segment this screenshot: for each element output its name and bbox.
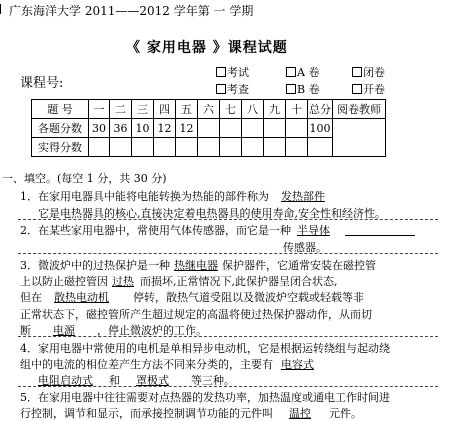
answer-text: 热继电器 bbox=[174, 259, 218, 272]
checkbox-icon bbox=[352, 84, 362, 94]
question-4-line-2: 组中的电流的相位差产生方法不同来分类的，主要有 电容式 bbox=[20, 358, 314, 371]
question-3-line-2: 上以防止磁控管因 过热 而损坏,正常情况下,此保护器呈闭合状态, bbox=[20, 275, 338, 288]
table-row bbox=[32, 100, 386, 119]
score-cell: 12 bbox=[154, 119, 176, 138]
question-5-line-2: 行控制，调节和显示，而承接控制调节功能的元件叫 温控 元件。 bbox=[20, 407, 362, 420]
score-input-cell[interactable] bbox=[154, 138, 176, 157]
question-1-line-1: 1．在家用电器具中能将电能转换为热能的部件称为 发热部件 bbox=[20, 190, 325, 203]
question-col: 七 bbox=[220, 100, 242, 119]
score-cell bbox=[286, 119, 308, 138]
section-heading: 一、填空。(每空 1 分，共 30 分) bbox=[2, 172, 167, 185]
exam-title: 《 家用电器 》课程试题 bbox=[126, 40, 288, 56]
score-input-cell[interactable] bbox=[89, 138, 110, 157]
question-1-line-2: 它是电热器具的核心,直接决定着电热器具的使用寿命,安全性和经济性。 bbox=[38, 207, 386, 220]
grader-header: 阅卷教师 bbox=[333, 100, 386, 119]
checkbox-icon bbox=[352, 67, 362, 77]
checkbox-check[interactable]: 考查 bbox=[216, 81, 249, 97]
dashed-rule bbox=[18, 336, 438, 337]
answer-text: 电源 bbox=[53, 324, 75, 337]
table-row bbox=[32, 119, 386, 138]
question-3-line-5: 断 电源 ，停止微波炉的工作。 bbox=[20, 324, 207, 337]
question-4-line-3: 电阻启动式 和 罩极式 等三种。 bbox=[38, 374, 235, 387]
question-3-line-4: 正常状态下，磁控管所产生超过规定的高温将使过热保护器动作，从而切 bbox=[20, 308, 372, 321]
question-col: 六 bbox=[198, 100, 220, 119]
answer-underline bbox=[345, 235, 415, 236]
answer-text: 过热 bbox=[112, 275, 134, 288]
answer-text: 发热部件 bbox=[281, 190, 325, 203]
answer-text: 电阻启动式 bbox=[38, 374, 93, 387]
score-cell: 30 bbox=[89, 119, 110, 138]
score-cell bbox=[220, 119, 242, 138]
question-5-line-1: 5．在家用电器中往往需要对点热器的发热功率，加热温度或通电工作时间进 bbox=[20, 391, 390, 404]
dashed-rule bbox=[18, 253, 438, 254]
answer-text: 散热电动机 bbox=[54, 291, 109, 304]
question-col: 四 bbox=[154, 100, 176, 119]
total-cell: 100 bbox=[308, 119, 333, 138]
answer-text: 电容式 bbox=[281, 358, 314, 371]
question-3-line-3: 但在 散热电动机 停转，散热气道受阻以及微波炉空载或轻载等非 bbox=[20, 291, 364, 304]
answer-text: 半导体 bbox=[297, 224, 330, 237]
score-input-cell[interactable] bbox=[198, 138, 220, 157]
semester-title: 广东海洋大学 2011——2012 学年第 一 学期 bbox=[9, 4, 254, 18]
question-4-line-1: 4．家用电器中常使用的电机是单相异步电动机，它是根据运转绕组与起动绕 bbox=[20, 342, 390, 355]
course-no-label: 课程号: bbox=[20, 76, 64, 91]
score-input-cell[interactable] bbox=[242, 138, 264, 157]
question-col: 一 bbox=[89, 100, 110, 119]
checkbox-icon bbox=[286, 67, 296, 77]
score-input-cell[interactable] bbox=[308, 138, 333, 157]
score-cell: 36 bbox=[110, 119, 132, 138]
row-label: 实得分数 bbox=[32, 138, 89, 157]
question-2-line-1: 2．在某些家用电器中，常使用气体传感器，而它是一种 半导体 bbox=[20, 224, 330, 237]
checkbox-open-book[interactable]: 开卷 bbox=[352, 81, 385, 97]
binding-line-mark bbox=[0, 4, 1, 14]
score-input-cell[interactable] bbox=[110, 138, 132, 157]
question-2-line-2: 传感器。 bbox=[283, 241, 327, 254]
checkbox-b-paper[interactable]: B 卷 bbox=[286, 81, 320, 97]
checkbox-icon bbox=[216, 84, 226, 94]
score-input-cell[interactable] bbox=[286, 138, 308, 157]
question-col: 十 bbox=[286, 100, 308, 119]
answer-text: 温控 bbox=[289, 407, 311, 420]
question-number-header: 题 号 bbox=[32, 100, 89, 119]
score-cell: 10 bbox=[132, 119, 154, 138]
question-col: 二 bbox=[110, 100, 132, 119]
dashed-rule bbox=[18, 386, 438, 387]
row-label: 各题分数 bbox=[32, 119, 89, 138]
score-table bbox=[31, 99, 386, 157]
question-col: 五 bbox=[176, 100, 198, 119]
score-input-cell[interactable] bbox=[176, 138, 198, 157]
score-cell bbox=[198, 119, 220, 138]
score-cell bbox=[242, 119, 264, 138]
dashed-rule bbox=[18, 219, 438, 220]
total-header: 总分 bbox=[308, 100, 333, 119]
checkbox-icon bbox=[216, 67, 226, 77]
question-col: 三 bbox=[132, 100, 154, 119]
score-cell bbox=[264, 119, 286, 138]
checkbox-icon bbox=[286, 84, 296, 94]
question-3-line-1: 3．微波炉中的过热保护是一种 热继电器 保护器件，它通常安装在磁控管 bbox=[20, 259, 376, 272]
checkbox-closed-book[interactable]: 闭卷 bbox=[352, 64, 385, 80]
score-input-cell[interactable] bbox=[132, 138, 154, 157]
checkbox-exam[interactable]: 考试 bbox=[216, 64, 249, 80]
table-row bbox=[32, 138, 386, 157]
score-input-cell[interactable] bbox=[220, 138, 242, 157]
score-cell: 12 bbox=[176, 119, 198, 138]
checkbox-a-paper[interactable]: A 卷 bbox=[286, 64, 319, 80]
question-col: 九 bbox=[264, 100, 286, 119]
grader-cell[interactable] bbox=[333, 119, 386, 157]
answer-text: 罩极式 bbox=[136, 374, 169, 387]
question-col: 八 bbox=[242, 100, 264, 119]
score-input-cell[interactable] bbox=[264, 138, 286, 157]
